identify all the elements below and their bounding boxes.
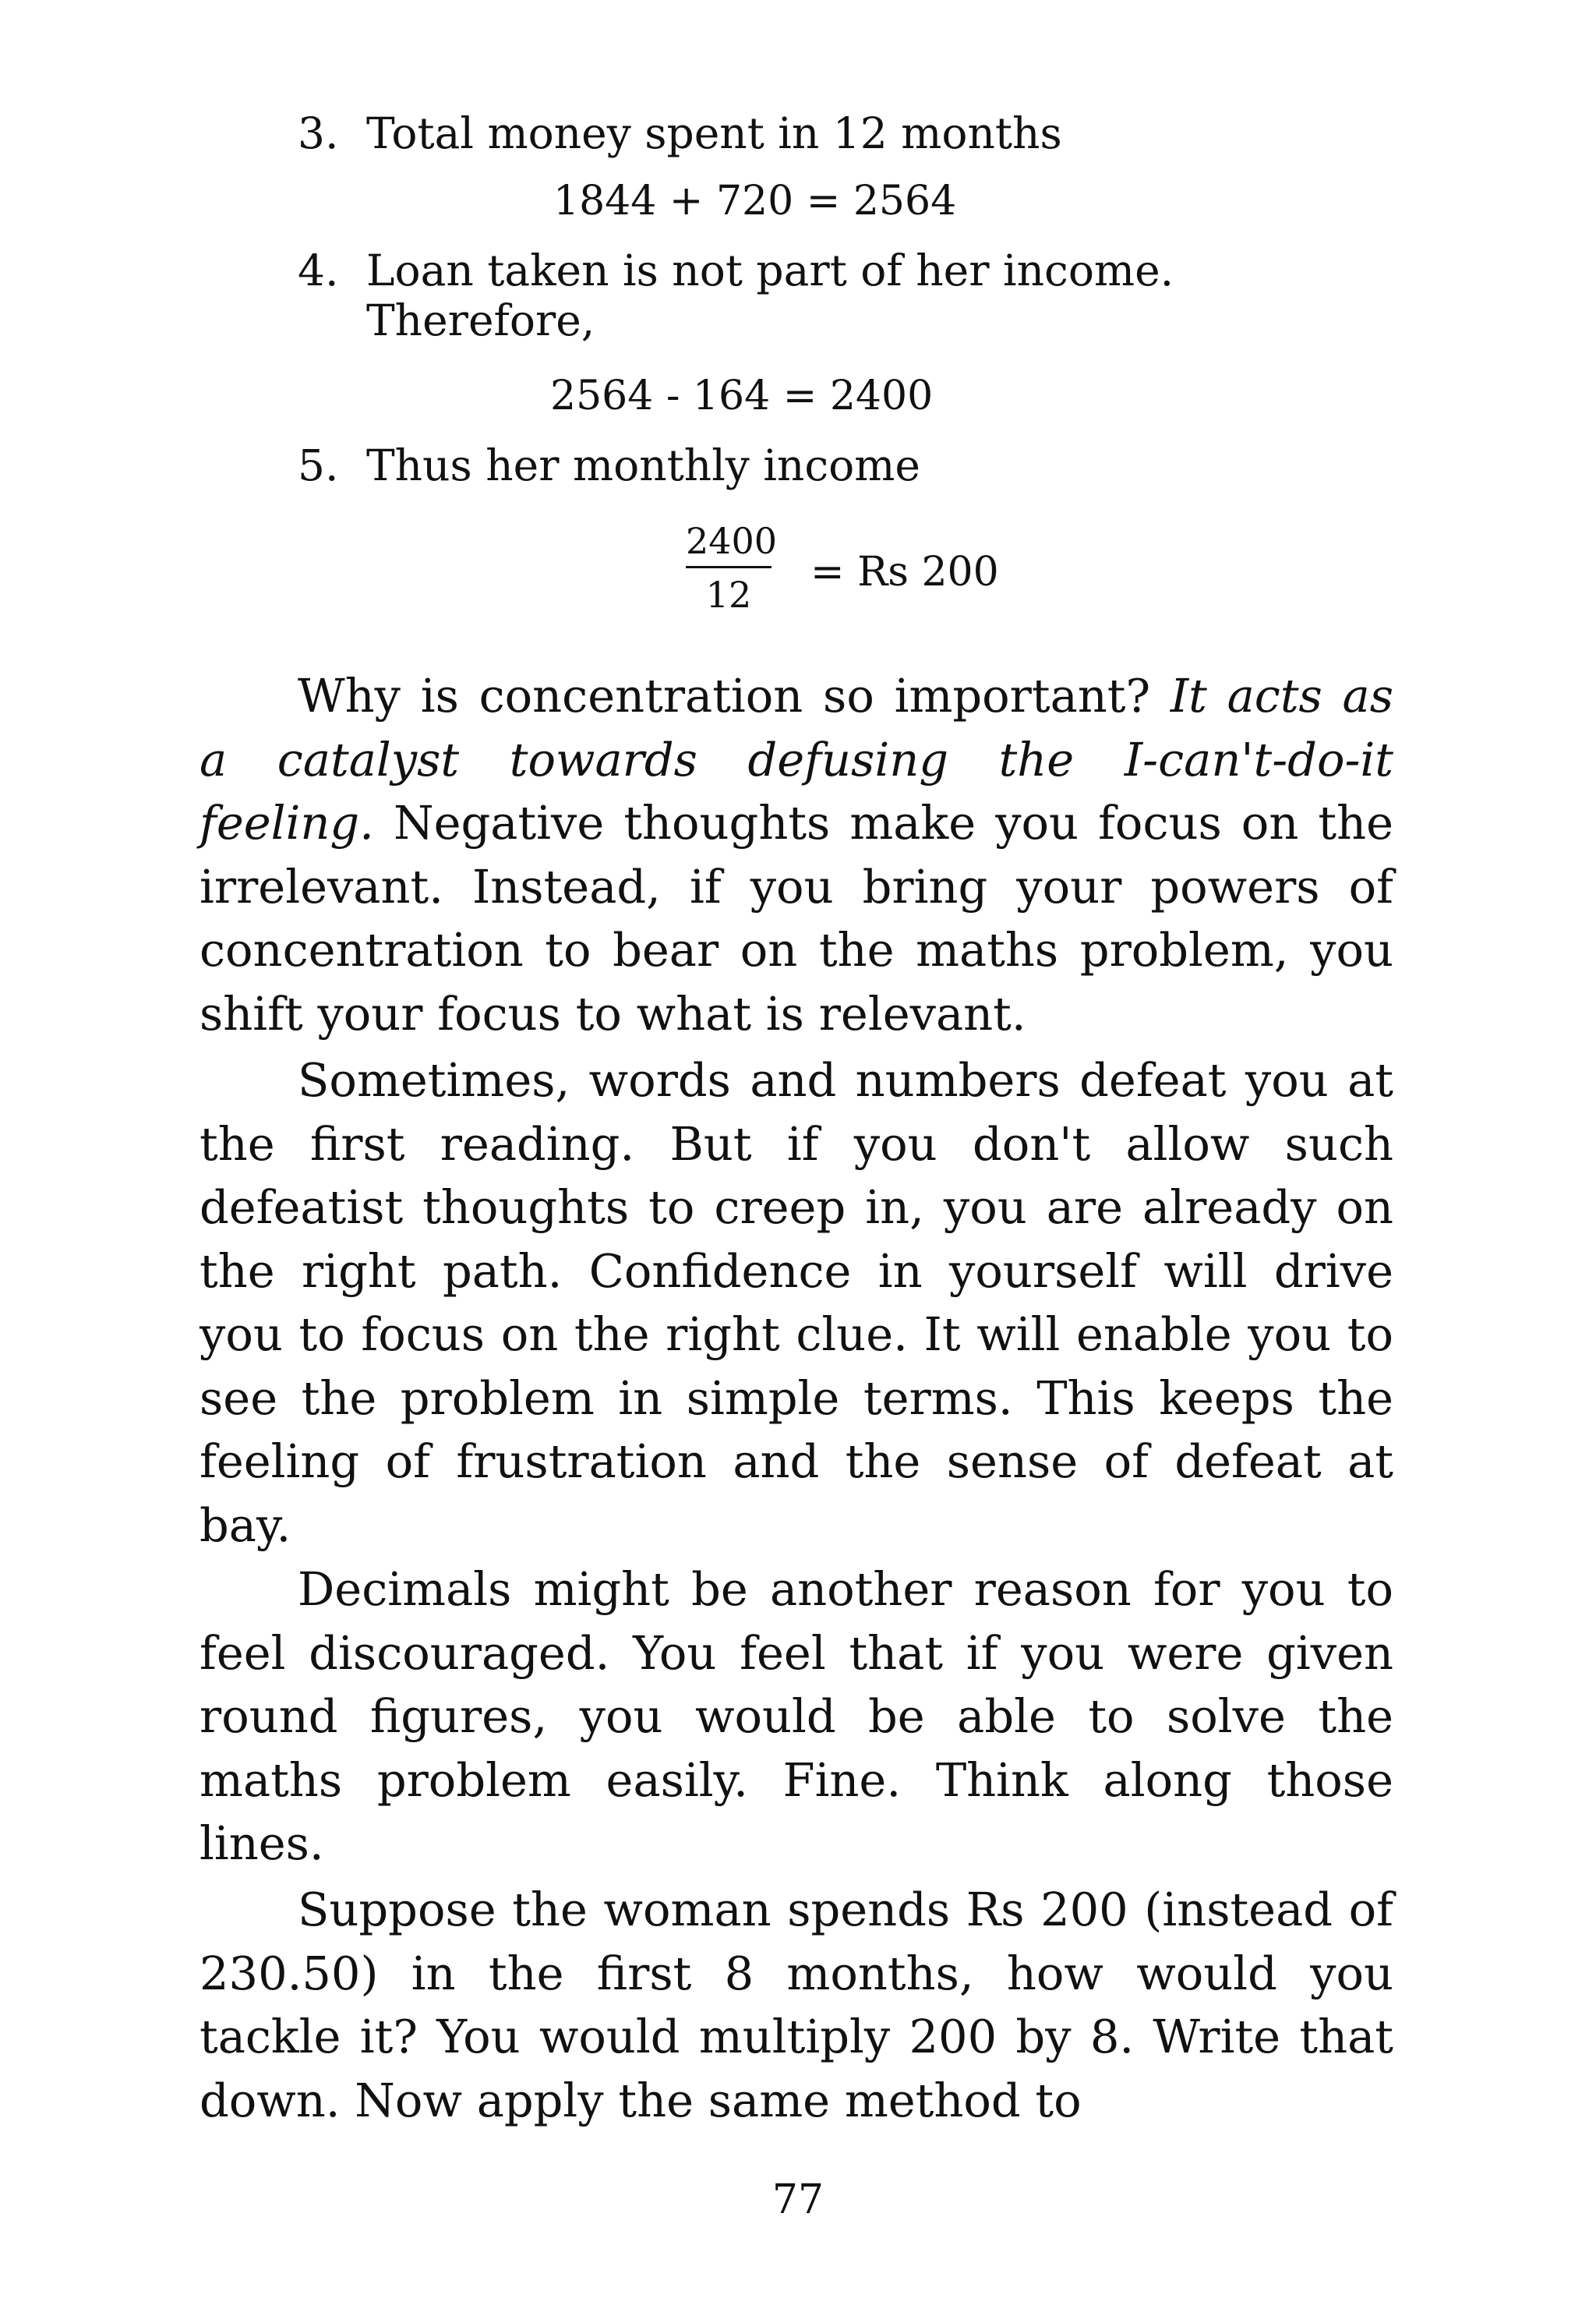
paragraph-concentration [200, 664, 1393, 1045]
paragraph-confidence [200, 1048, 1393, 1557]
step-text: Loan taken is not part of her income. [366, 246, 1174, 295]
step-text: Thus her monthly income [366, 440, 920, 490]
step-number: 3. [298, 108, 339, 158]
paragraph-rest: Negative thoughts make you focus on the irrelevant. Instead, if you bring your powers of concentration to bear on the maths problem, you shift your focus to what is relevant. [200, 796, 1393, 1041]
paragraph-text: Suppose the woman spends Rs 200 (instead of 230.50) in the first 8 months, how would you tackle it? You would multiply 200 by 8. Write that down. Now apply the same method to [200, 1883, 1393, 2127]
paragraph-lead: Why is concentration so important? [298, 669, 1171, 723]
fraction-bar [686, 566, 772, 568]
paragraph-suppose [200, 1878, 1393, 2132]
step-number: 4. [298, 246, 339, 295]
fraction-numerator: 2400 [686, 520, 778, 562]
paragraph-italic-emphasis: It acts as a catalyst towards defusing the I-can't-do-it feeling. [200, 669, 1393, 850]
paragraph-text: Decimals might be another reason for you to feel discouraged. You feel that if you were given round figures, you would be able to solve the maths problem easily. Fine. Think along those lines. [200, 1562, 1393, 1870]
calculation-sum: 1844 + 720 = 2564 [553, 178, 957, 225]
step-text: Total money spent in 12 months [366, 108, 1062, 158]
paragraph-decimals [200, 1558, 1393, 1876]
calculation-difference: 2564 - 164 = 2400 [550, 373, 934, 419]
step-number: 5. [298, 440, 339, 490]
paragraph-text: Sometimes, words and numbers defeat you at the first reading. But if you don't allow such defeatist thoughts to creep in, you are already on the right path. Confidence in yourself will drive you to focus on the right clue. It will enable you to see the problem in simple terms. This keeps the feeling of frustration and the sense of defeat at bay. [200, 1053, 1393, 1552]
step-text: Therefore, [366, 295, 595, 345]
fraction [686, 519, 778, 617]
fraction-denominator: 12 [705, 574, 752, 616]
fraction-result: = Rs 200 [810, 549, 999, 596]
page-number: 77 [772, 2176, 824, 2223]
